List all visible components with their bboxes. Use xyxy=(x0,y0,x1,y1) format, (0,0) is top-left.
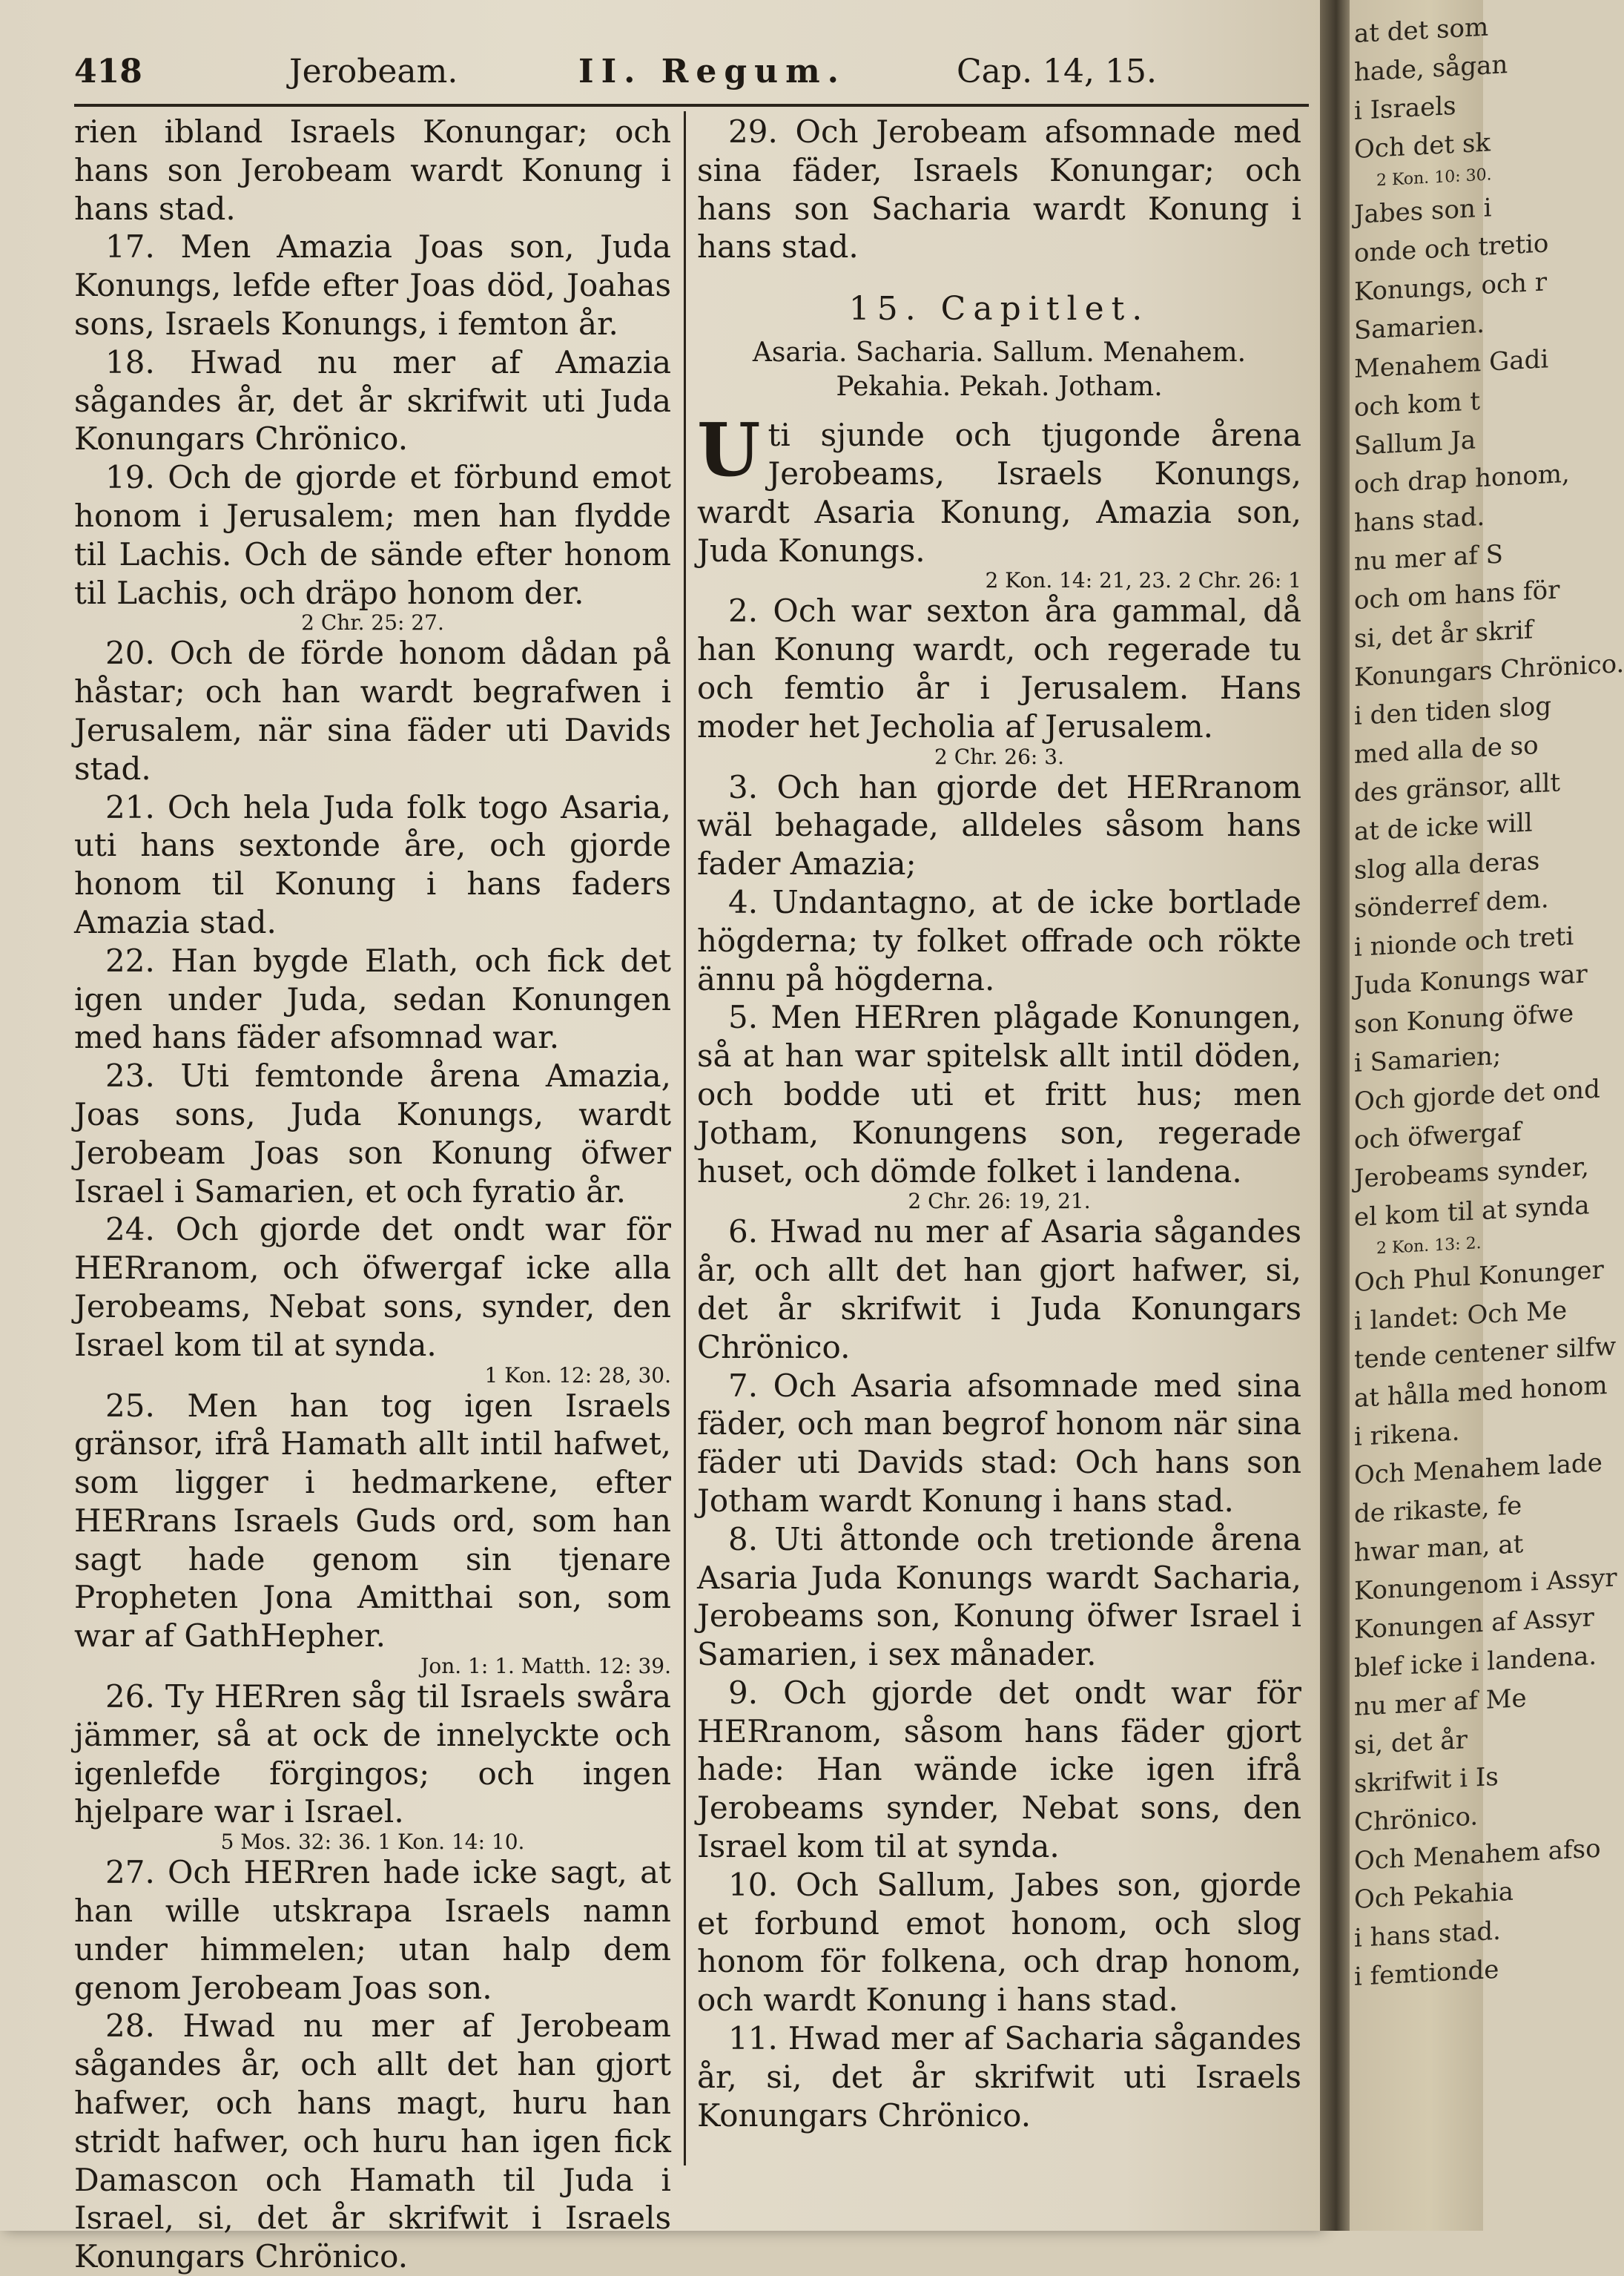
facing-page-line: at de icke will xyxy=(1354,808,1533,847)
facing-page-line: Sallum Ja xyxy=(1354,425,1476,461)
cross-reference: 2 Kon. 14: 21, 23. 2 Chr. 26: 1 xyxy=(985,568,1301,593)
facing-page-line: Och Pekahia xyxy=(1354,1876,1514,1915)
facing-page-line: i Samarien; xyxy=(1354,1040,1502,1078)
facing-page-line: Jerobeams synder, xyxy=(1354,1152,1589,1194)
page-number: 418 xyxy=(74,53,142,90)
verse-5: 5. Men HERren plågade Konungen, så at han war spitelsk allt intil döden, och bodde uti et fritt hus; men Jotham, Konungens son, regerade huset, och dömde folket i landena. xyxy=(697,999,1301,1190)
facing-page-line: Konungen af Assyr xyxy=(1354,1603,1594,1645)
cross-reference: 2 Chr. 26: 19, 21. xyxy=(908,1189,1091,1214)
facing-page-line: at det som xyxy=(1354,12,1489,49)
verse-24: 24. Och gjorde det ondt war för HERranom, och öfwergaf icke alla Jerobeams, Nebat sons, synder, den Israel kom til at synda. xyxy=(74,1211,671,1363)
facing-page-line: och om hans för xyxy=(1354,575,1560,616)
verse-2: 2. Och war sexton åra gammal, då han Konung wardt, och regerade tu och femtio år i Jerusalem. Hans moder het Jecholia af Jerusalem. xyxy=(697,593,1301,745)
verse-6: 6. Hwad nu mer af Asaria sågandes år, och allt det han gjort hafwer, si, det år skrifwit i Juda Konungars Chrönico. xyxy=(697,1213,1301,1365)
facing-page-line: Konungs, och r xyxy=(1354,267,1547,307)
cross-reference: 2 Chr. 26: 3. xyxy=(934,744,1064,769)
facing-page-line: sönderref dem. xyxy=(1354,884,1549,924)
facing-page-line: i hans stad. xyxy=(1354,1916,1501,1953)
verse-20: 20. Och de förde honom dådan på håstar; och han wardt begrafwen i Jerusalem, när sina fäder uti Davids stad. xyxy=(74,635,671,787)
verse-27: 27. Och HERren hade icke sagt, at han wille utskrapa Israels namn under himmelen; utan halp dem genom Jerobeam Joas son. xyxy=(74,1854,671,2006)
running-head-chapter: Cap. 14, 15. xyxy=(957,53,1157,90)
verse-19: 19. Och de gjorde et förbund emot honom i Jerusalem; men han flydde til Lachis. Och de sände efter honom til Lachis, och dräpo honom der. xyxy=(74,459,671,611)
facing-page-line: si, det år xyxy=(1354,1724,1468,1761)
verse-8: 8. Uti åttonde och tretionde årena Asaria Juda Konungs wardt Sacharia, Jerobeams son, Konung öfwer Israel i Samarien, i sex månader. xyxy=(697,1520,1301,1673)
running-head-name: Jerobeam. xyxy=(289,53,458,90)
verse-9: 9. Och gjorde det ondt war för HERranom, såsom hans fäder gjort hade: Han wände icke igen ifrå Jerobeams synder, Nebat sons, den Israel kom til at synda. xyxy=(697,1674,1301,1865)
facing-page-line: Och det sk xyxy=(1354,128,1491,165)
verse-continuation: rien ibland Israels Konungar; och hans son Jerobeam wardt Konung i hans stad. xyxy=(74,113,671,227)
facing-page-line: onde och tretio xyxy=(1354,228,1549,268)
facing-page-line: i den tiden slog xyxy=(1354,691,1551,731)
facing-page-line: slog alla deras xyxy=(1354,845,1540,885)
facing-page-line: el kom til at synda xyxy=(1354,1190,1590,1233)
facing-page-line: Chrönico. xyxy=(1354,1801,1479,1838)
verse-11: 11. Hwad mer af Sacharia sågandes år, si, det år skrifwit uti Israels Konungars Chrönico. xyxy=(697,2020,1301,2134)
facing-page-line: si, det år skrif xyxy=(1354,615,1534,654)
facing-page-reference: 2 Kon. 10: 30. xyxy=(1376,165,1492,191)
facing-page-line: Konungenom i Assyr xyxy=(1354,1563,1617,1606)
facing-page-line: och öfwergaf xyxy=(1354,1117,1522,1155)
facing-page-line: nu mer af Me xyxy=(1354,1683,1527,1722)
facing-page-line: son Konung öfwe xyxy=(1354,998,1574,1040)
facing-page-line: Samarien. xyxy=(1354,309,1485,346)
right-column xyxy=(697,113,1301,2134)
verse-4: 4. Undantagno, at de icke bortlade högderna; ty folket offrade och rökte ännu på högderna. xyxy=(697,883,1301,997)
facing-page-reference: 2 Kon. 13: 2. xyxy=(1376,1234,1482,1259)
facing-page-line: nu mer af S xyxy=(1354,539,1503,577)
header-rule xyxy=(74,104,1309,107)
verse-3: 3. Och han gjorde det HERranom wäl behagade, alldeles såsom hans fader Amazia; xyxy=(697,768,1301,883)
verse-18: 18. Hwad nu mer af Amazia sågandes år, det år skrifwit uti Juda Konungars Chrönico. xyxy=(74,343,671,458)
verse-23: 23. Uti femtonde årena Amazia, Joas sons, Juda Konungs, wardt Jerobeam Joas son Konung öfwer Israel i Samarien, et och fyratio år. xyxy=(74,1058,671,1210)
running-head xyxy=(74,46,1305,98)
verse-10: 10. Och Sallum, Jabes son, gjorde et forbund emot honom, och slog honom för folkena, och drap honom, och wardt Konung i hans stad. xyxy=(697,1866,1301,2019)
facing-page-line: Och Menahem lade xyxy=(1354,1448,1602,1491)
verse-25: 25. Men han tog igen Israels gränsor, ifrå Hamath allt intil hafwet, som ligger i hedmarkene, efter HERrans Israels Guds ord, som han sagt hade genom sin tjenare Propheten Jona Amitthai son, som war af GathHepher. xyxy=(74,1387,671,1655)
drop-cap: U xyxy=(697,408,761,494)
facing-page-line: des gränsor, allt xyxy=(1354,768,1561,808)
column-divider xyxy=(684,111,686,2166)
verse-26: 26. Ty HERren såg til Israels swåra jämmer, så at ock de innelyckte och igenlefde förgingos; och ingen hjelpare war i Israel. xyxy=(74,1678,671,1830)
verse-21: 21. Och hela Juda folk togo Asaria, uti hans sextonde åre, och gjorde honom til Konung i hans faders Amazia stad. xyxy=(74,788,671,940)
facing-page-line: blef icke i landena. xyxy=(1354,1640,1597,1683)
facing-page-line: hwar man, at xyxy=(1354,1529,1524,1568)
book-gutter xyxy=(1320,0,1350,2231)
facing-page-line: Menahem Gadi xyxy=(1354,344,1549,384)
facing-page-line: i rikena. xyxy=(1354,1416,1460,1452)
verse-1-text: ti sjunde och tjugonde årena Jerobeams, Israels Konungs, wardt Asaria Konung, Amazia son, Juda Konungs. xyxy=(697,417,1301,569)
facing-page-line: tende centener silfw xyxy=(1354,1331,1617,1375)
facing-page-line: de rikaste, fe xyxy=(1354,1491,1522,1529)
facing-page-line: skrifwit i Is xyxy=(1354,1761,1499,1799)
facing-page-line: i femtionde xyxy=(1354,1954,1499,1992)
verse-1 xyxy=(697,408,1301,570)
facing-page-line: i nionde och treti xyxy=(1354,921,1574,963)
verse-29: 29. Och Jerobeam afsomnade med sina fäder, Israels Konungar; och hans son Sacharia wardt Konung i hans stad. xyxy=(697,113,1301,265)
facing-page-line: at hålla med honom xyxy=(1354,1370,1608,1414)
facing-page-line: Och Phul Konunger xyxy=(1354,1255,1604,1298)
chapter-title: 15. Capitlet. xyxy=(848,290,1150,329)
cross-reference: 2 Chr. 25: 27. xyxy=(301,610,444,636)
facing-page-line: hans stad. xyxy=(1354,501,1485,538)
running-head-book: II. Regum. xyxy=(578,53,846,90)
chapter-summary: Asaria. Sacharia. Sallum. Menahem. Pekahia. Pekah. Jotham. xyxy=(752,337,1247,403)
facing-page-edge xyxy=(1350,0,1624,2231)
verse-7: 7. Och Asaria afsomnade med sina fäder, och man begrof honom när sina fäder uti Davids stad: Och hans son Jotham wardt Konung i hans stad. xyxy=(697,1367,1301,1519)
verse-28: 28. Hwad nu mer af Jerobeam sågandes år, och allt det han gjort hafwer, och hans magt, huru han stridt hafwer, och huru han igen fick Damascon och Hamath til Juda i Israel, si, det år skrifwit i Israels Konungars Chrönico. xyxy=(74,2008,671,2275)
facing-page-line: Och gjorde det ond xyxy=(1354,1074,1600,1117)
left-column xyxy=(74,113,671,2276)
facing-page-line: hade, sågan xyxy=(1354,50,1508,88)
facing-page-line: med alla de so xyxy=(1354,730,1539,770)
facing-page-line: Juda Konungs war xyxy=(1354,959,1588,1001)
cross-reference: 1 Kon. 12: 28, 30. xyxy=(484,1362,671,1388)
cross-reference: Jon. 1: 1. Matth. 12: 39. xyxy=(420,1654,671,1679)
facing-page-line: i landet: Och Me xyxy=(1354,1295,1568,1336)
facing-page-text xyxy=(1354,8,1624,1996)
verse-17: 17. Men Amazia Joas son, Juda Konungs, lefde efter Joas död, Joahas sons, Israels Konungs, i femton år. xyxy=(74,228,671,342)
facing-page-line: och drap honom, xyxy=(1354,458,1570,500)
facing-page-line: Jabes son i xyxy=(1354,193,1492,230)
facing-page-line: Konungars Chrönico. xyxy=(1354,648,1624,693)
facing-page-line: och kom t xyxy=(1354,386,1480,423)
cross-reference: 5 Mos. 32: 36. 1 Kon. 14: 10. xyxy=(220,1830,525,1855)
verse-22: 22. Han bygde Elath, och fick det igen under Juda, sedan Konungen med hans fäder afsomnad war. xyxy=(74,942,671,1056)
facing-page-line: Och Menahem afso xyxy=(1354,1833,1601,1876)
facing-page-line: i Israels xyxy=(1354,90,1456,126)
